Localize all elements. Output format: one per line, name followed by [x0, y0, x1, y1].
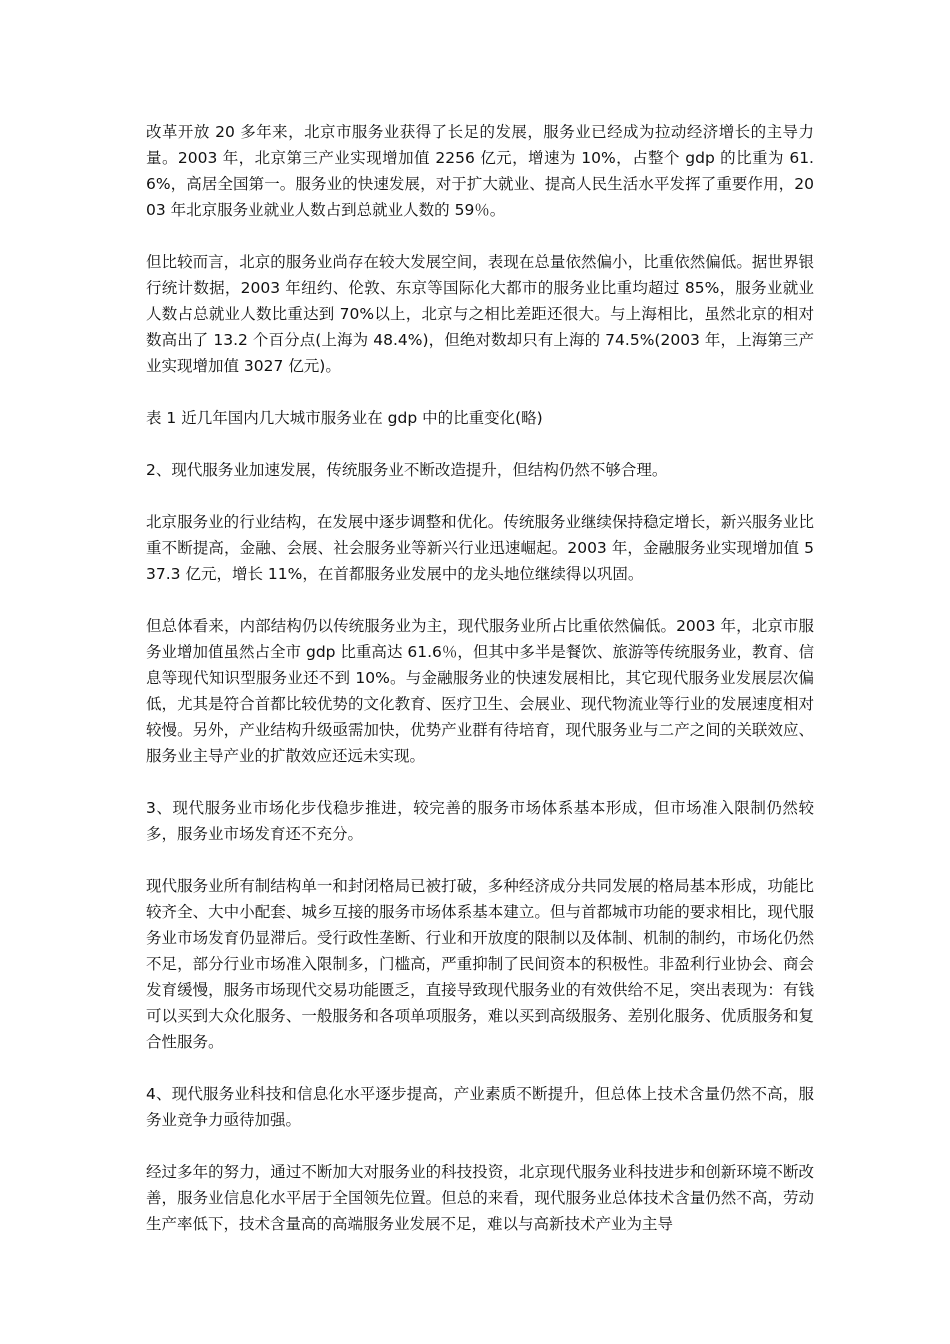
section-heading-3: 3、现代服务业市场化步伐稳步推进，较完善的服务市场体系基本形成，但市场准入限制仍然较多，服务业市场发育还不充分。 [146, 799, 814, 843]
section-heading-2: 2、现代服务业加速发展，传统服务业不断改造提升，但结构仍然不够合理。 [146, 461, 668, 479]
table-caption: 表 1 近几年国内几大城市服务业在 gdp 中的比重变化(略) [146, 409, 543, 427]
paragraph-industry-structure: 北京服务业的行业结构，在发展中逐步调整和优化。传统服务业继续保持稳定增长，新兴服务业比重不断提高，金融、会展、社会服务业等新兴行业迅速崛起。2003 年，金融服务业实现增加值 537.3 亿元，增长 11%，在首都服务业发展中的龙头地位继续得以巩固。 [146, 513, 814, 583]
paragraph-internal-structure: 但总体看来，内部结构仍以传统服务业为主，现代服务业所占比重依然偏低。2003 年，北京市服务业增加值虽然占全市 gdp 比重高达 61.6％，但其中多半是餐饮、旅游等传统服务业，教育、信息等现代知识型服务业还不到 10%。与金融服务业的快速发展相比，其它现代服务业发展层次偏低，尤其是符合首都比较优势的文化教育、医疗卫生、会展业、现代物流业等行业的发展速度相对较慢。另外，产业结构升级亟需加快，优势产业群有待培育，现代服务业与二产之间的关联效应、服务业主导产业的扩散效应还远未实现。 [146, 617, 814, 765]
document-body [146, 119, 814, 1237]
paragraph-market: 现代服务业所有制结构单一和封闭格局已被打破，多种经济成分共同发展的格局基本形成，功能比较齐全、大中小配套、城乡互接的服务市场体系基本建立。但与首都城市功能的要求相比，现代服务业市场发育仍显滞后。受行政性垄断、行业和开放度的限制以及体制、机制的制约，市场化仍然不足，部分行业市场准入限制多，门槛高，严重抑制了民间资本的积极性。非盈利行业协会、商会发育缓慢，服务市场现代交易功能匮乏，直接导致现代服务业的有效供给不足，突出表现为：有钱可以买到大众化服务、一般服务和各项单项服务，难以买到高级服务、差别化服务、优质服务和复合性服务。 [146, 877, 814, 1051]
paragraph-comparison: 但比较而言，北京的服务业尚存在较大发展空间，表现在总量依然偏小，比重依然偏低。据世界银行统计数据，2003 年纽约、伦敦、东京等国际化大都市的服务业比重均超过 85%，服务业就业人数占总就业人数比重达到 70%以上，北京与之相比差距还很大。与上海相比，虽然北京的相对数高出了 13.2 个百分点(上海为 48.4%)，但绝对数却只有上海的 74.5%(2003 年，上海第三产业实现增加值 3027 亿元)。 [146, 253, 814, 375]
paragraph-intro: 改革开放 20 多年来，北京市服务业获得了长足的发展，服务业已经成为拉动经济增长的主导力量。2003 年，北京第三产业实现增加值 2256 亿元，增速为 10%，占整个 gdp 的比重为 61.6%，高居全国第一。服务业的快速发展，对于扩大就业、提高人民生活水平发挥了重要作用，2003 年北京服务业就业人数占到总就业人数的 59％。 [146, 123, 814, 219]
paragraph-technology: 经过多年的努力，通过不断加大对服务业的科技投资，北京现代服务业科技进步和创新环境不断改善，服务业信息化水平居于全国领先位置。但总的来看，现代服务业总体技术含量仍然不高，劳动生产率低下，技术含量高的高端服务业发展不足，难以与高新技术产业为主导 [146, 1163, 814, 1233]
section-heading-4: 4、现代服务业科技和信息化水平逐步提高，产业素质不断提升，但总体上技术含量仍然不高，服务业竞争力亟待加强。 [146, 1085, 814, 1129]
